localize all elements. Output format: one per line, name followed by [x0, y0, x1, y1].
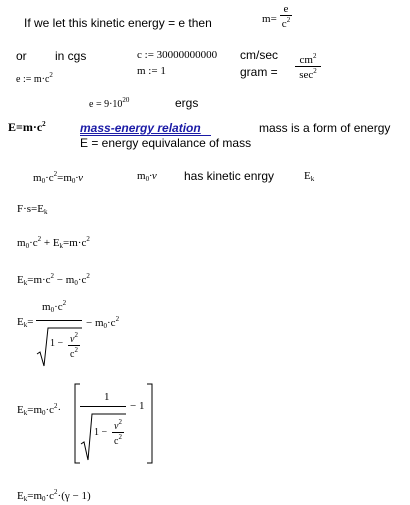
- or-label: or: [16, 49, 27, 63]
- eq4-one-minus: 1 −: [94, 427, 108, 438]
- m0v-term: $m_0\cdot v$: [137, 170, 157, 183]
- gram-fraction: [295, 52, 321, 81]
- intro-fraction-exp: 2: [286, 16, 291, 24]
- emc2-equation: $E=m\cdot c^2$: [8, 120, 46, 134]
- eq3-one-minus: 1 −: [50, 338, 64, 349]
- e-value: $e = 9\cdot 10^{20}$: [89, 96, 130, 110]
- eq4-minus-one: − 1: [130, 400, 145, 412]
- momentum-equation: $m_0\cdot c^2=m_0\cdot v$: [33, 170, 84, 185]
- m-definition: m := 1: [137, 65, 166, 77]
- eq4-v2-c2: $v^2$ $c^2$: [112, 418, 124, 447]
- c-definition: c := 30000000000: [137, 49, 218, 61]
- eq4-one-numerator: 1: [104, 391, 110, 403]
- relation-description-2: E = energy equivalance of mass: [80, 136, 252, 150]
- relation-description: mass is a form of energy: [259, 121, 391, 135]
- ergs-label: ergs: [175, 96, 199, 110]
- intro-fraction-den: c: [281, 18, 287, 30]
- has-kinetic-label: has kinetic enrgy: [184, 169, 275, 183]
- c-unit: cm/sec: [240, 48, 279, 62]
- m-label: m=: [262, 13, 277, 25]
- mass-energy-relation-title: mass-energy relation: [80, 121, 201, 135]
- ek-gamma-equation: $E_k=m_0\cdot c^2\cdot(\gamma - 1)$: [17, 488, 91, 503]
- intro-text: If we let this kinetic energy = e then: [24, 16, 212, 30]
- gram-label: gram =: [240, 65, 278, 79]
- energy-sum-equation: $m_0\cdot c^2 + E_k=m\cdot c^2$: [17, 235, 90, 250]
- ek-difference-equation: $E_k=m\cdot c^2 - m_0\cdot c^2$: [17, 272, 90, 287]
- eq3-numerator: $m_0\cdot c^2$: [42, 299, 67, 314]
- eq3-tail: − $m_0\cdot c^2$: [86, 315, 120, 330]
- intro-fraction: [280, 3, 292, 30]
- eq3-v2-c2: $v^2$ $c^2$: [68, 331, 80, 360]
- ek-factored-lhs: $E_k=m_0\cdot c^2\cdot$: [17, 402, 62, 417]
- eq3-fraction-bar: [36, 320, 82, 321]
- ek-symbol: $E_k$: [304, 170, 315, 183]
- gram-num: cm: [299, 54, 313, 66]
- gram-den: sec: [299, 69, 314, 81]
- gram-num-exp: 2: [312, 52, 317, 60]
- ek-relativistic-lhs: $E_k=$: [17, 316, 34, 329]
- gram-den-exp: 2: [313, 67, 317, 75]
- in-cgs-label: in cgs: [55, 49, 87, 63]
- e-definition: e := $m\cdot c^2$: [16, 71, 53, 85]
- fs-equation: $F\cdot s=E_k$: [17, 203, 48, 216]
- eq4-fraction-bar: [80, 406, 126, 407]
- intro-fraction-num: e: [283, 3, 289, 15]
